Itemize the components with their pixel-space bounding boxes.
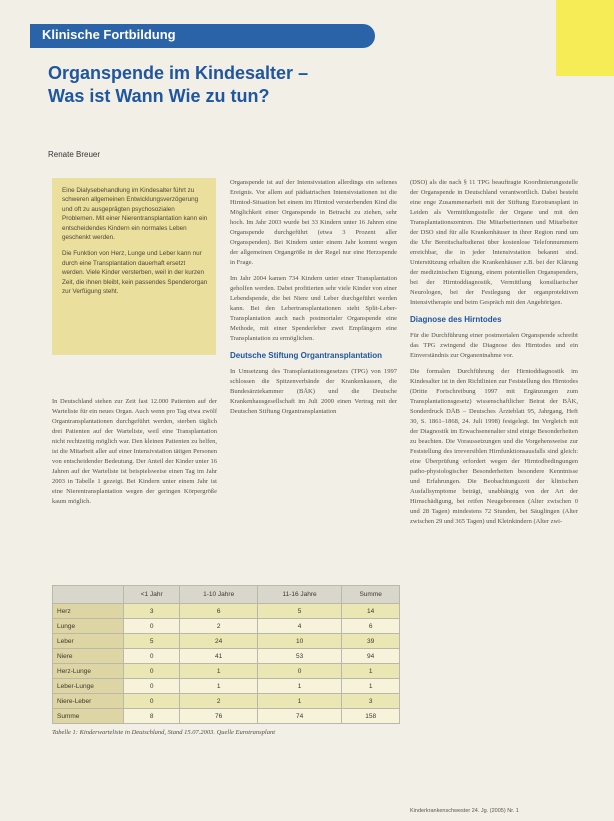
section-label: Klinische Fortbildung bbox=[42, 27, 176, 42]
abstract-paragraph: Die Funktion von Herz, Lunge und Leber kann nur durch eine Transplantation dauerhaft ersetzt werden. Viele Kinder versterben, weil in der kurzen Zeit, die ihnen bleibt, kein passendes Spenderorgan zur Verfügung steht. bbox=[62, 250, 208, 296]
table-cell: 1 bbox=[342, 664, 400, 679]
table-row bbox=[53, 649, 400, 664]
table-cell: 8 bbox=[124, 709, 180, 724]
table-cell: 14 bbox=[342, 604, 400, 619]
table-cell: 0 bbox=[124, 649, 180, 664]
table-header-cell: 11-16 Jahre bbox=[257, 586, 341, 604]
table-cell: 53 bbox=[257, 649, 341, 664]
row-label: Leber bbox=[53, 634, 124, 649]
waitlist-table-container bbox=[52, 585, 400, 737]
table-cell: 5 bbox=[124, 634, 180, 649]
title-line-1: Organspende im Kindesalter – bbox=[48, 63, 309, 83]
table-cell: 76 bbox=[180, 709, 257, 724]
table-cell: 1 bbox=[180, 664, 257, 679]
section-heading: Deutsche Stiftung Organtransplantation bbox=[230, 351, 383, 360]
table-row bbox=[53, 709, 400, 724]
table-cell: 0 bbox=[124, 619, 180, 634]
table-cell: 41 bbox=[180, 649, 257, 664]
table-cell: 1 bbox=[257, 679, 341, 694]
row-label: Summe bbox=[53, 709, 124, 724]
page-footer: Kinderkrankenschwester 24. Jg. (2005) Nr. 1 bbox=[410, 808, 519, 814]
abstract-paragraph: Eine Dialysebehandlung im Kindesalter führt zu schweren allgemeinen Entwicklungsverzögerung und oft zu ausgeprägten psychosozialen Problemen. Mit einer Nierentransplantation kann ein entscheidendes Kindern ein normales Leben geschenkt werden. bbox=[62, 187, 208, 242]
table-cell: 158 bbox=[342, 709, 400, 724]
table-cell: 5 bbox=[257, 604, 341, 619]
table-cell: 74 bbox=[257, 709, 341, 724]
table-cell: 2 bbox=[180, 619, 257, 634]
table-header-cell bbox=[53, 586, 124, 604]
table-cell: 3 bbox=[124, 604, 180, 619]
body-paragraph: In Deutschland stehen zur Zeit fast 12.000 Patienten auf der Warteliste für ein neues Organ. Auch wenn pro Tag etwa zwölf Organtransplantationen durchgeführt werden, sterben täglich drei Patienten auf der Warteliste, weil eine Transplantation nicht rechtzeitig möglich war. Den kleinen Patienten zu helfen, ist die Mitarbeit aller auf einer Intensivstation tätigen Personen von entscheidender Bedeutung. Der Anteil der Kinder unter 16 Jahren auf der Warteliste ist beispielsweise einen Tag im Jahr 2003 in Tabelle 1 gezeigt. Bei Kindern unter einem Jahr ist eine Nierentransplantation wegen der geringen Körpergröße kaum möglich. bbox=[52, 398, 217, 505]
table-row bbox=[53, 604, 400, 619]
table-cell: 1 bbox=[257, 694, 341, 709]
table-cell: 0 bbox=[124, 664, 180, 679]
body-paragraph: (DSO) als die nach § 11 TPG beauftragte Koordinierungsstelle der Organspende in Deutschland verantwortlich. Dabei besteht eine enge Zusammenarbeit mit der Stiftung Eurotransplant in Leiden als Vermittlungsstelle der Organe und mit den Transplantationszentren. Die Mitarbeiterinnen und Mitarbeiter der DSO sind für alle Krankenhäuser in ihrer Region rund um die Uhr Bereitschaftsdienst über kostenlose Telefonnummern erreichbar, die in jeder Intensivstation bekannt sind. Unterstützung erhalten die Krankenhäuser z.B. bei der Klärung der medizinischen Eignung, einem potentiellen Organspenders, bei der Hirntoddiagnostik, Vermittlung konsiliarischer Neurologen, bei der Festlegung der organprotektiven Intensivtherapie und beim Gespräch mit den Angehörigen. bbox=[410, 179, 578, 306]
body-paragraph: In Umsetzung des Transplantationsgesetzes (TPG) von 1997 schlossen die Spitzenverbände der Krankenkassen, die Bundesärztekammer (BÄK) und die Deutsche Krankenhausgesellschaft im Juli 2000 einen Vertrag mit der Deutschen Stiftung Organtransplantation bbox=[230, 368, 397, 415]
section-heading: Diagnose des Hirntodes bbox=[410, 315, 502, 324]
table-cell: 6 bbox=[342, 619, 400, 634]
author: Renate Breuer bbox=[48, 150, 101, 159]
table-header-cell: <1 Jahr bbox=[124, 586, 180, 604]
row-label: Herz bbox=[53, 604, 124, 619]
body-paragraph: Organspende ist auf der Intensivstation allerdings ein seltenes Ereignis. Vor allem auf pädiatrischen Intensivstationen ist die Hirntod-Situation bei einem im Hirntod versterbenden Kind die Möglichkeit einer Organspende in Betracht zu ziehen, sehr hoch. Im Jahr 2003 wurde bei 33 Kindern unter 16 Jahren eine Organspende durchgeführt (etwa 3 Prozent aller Organspenden). Bei Kindern unter einem Jahr kommt wegen der allgemeinen Organgröße in der Regel nur eine Herzspende in Frage. bbox=[230, 179, 397, 266]
table-cell: 2 bbox=[180, 694, 257, 709]
row-label: Niere-Leber bbox=[53, 694, 124, 709]
table-cell: 0 bbox=[124, 694, 180, 709]
table-header-row bbox=[53, 586, 400, 604]
table-header-cell: Summe bbox=[342, 586, 400, 604]
table-row bbox=[53, 664, 400, 679]
title-line-2: Was ist Wann Wie zu tun? bbox=[48, 86, 270, 106]
sticky-note bbox=[556, 0, 614, 76]
column-2 bbox=[230, 178, 397, 423]
table-row bbox=[53, 679, 400, 694]
body-paragraph: Die formalen Durchführung der Hirntoddiagnostik im Kindesalter ist in den Richtlinien zur Feststellung des Hirntodes (Dritte Fortschreibung 1997 mit Ergänzungen zum Transplantationsgesetz) wissenschaftlicher Beirat der BÄK, Sonderdruck DÄB – Deutsches Ärzteblatt 95, Jahrgang, Heft 30, S. 1861–1868, 24. Juli 1998) festgelegt. Im Vergleich mit der Diagnostik im Erwachsenenalter sind einige Besonderheiten zu beachten. Die Voraussetzungen und die Vorgehensweise zur Feststellung des irreversiblen Hirnfunktionsausfalls sind gleich: eine Überprüfung erfordert wegen der Hirntodbedingungen patho-physiologischer Besonderheiten besondere Kenntnisse und Erfahrungen. Die Beobachtungszeit der klinischen Ausfallsymptome beträgt, unabhängig von der Art der Hirnschädigung, bei reifen Neugeborenen (Alter zwischen 0 und 28 Tagen) mindestens 72 Stunden, bei Säuglingen (Alter zwischen 29 und 365 Tagen) und Kleinkindern (Alter zwi- bbox=[410, 368, 578, 525]
row-label: Herz-Lunge bbox=[53, 664, 124, 679]
table-row bbox=[53, 694, 400, 709]
table-cell: 3 bbox=[342, 694, 400, 709]
table-row bbox=[53, 634, 400, 649]
table-cell: 10 bbox=[257, 634, 341, 649]
row-label: Leber-Lunge bbox=[53, 679, 124, 694]
table-cell: 1 bbox=[342, 679, 400, 694]
table-cell: 0 bbox=[124, 679, 180, 694]
row-label: Niere bbox=[53, 649, 124, 664]
body-paragraph: Für die Durchführung einer postmortalen Organspende schreibt das TPG zwingend die Diagnose des Hirntodes und ein Einverständnis zur Organentnahme vor. bbox=[410, 332, 578, 359]
table-cell: 94 bbox=[342, 649, 400, 664]
table-cell: 24 bbox=[180, 634, 257, 649]
table-cell: 0 bbox=[257, 664, 341, 679]
column-1 bbox=[52, 397, 217, 513]
section-bar bbox=[30, 24, 375, 48]
table-cell: 39 bbox=[342, 634, 400, 649]
waitlist-table bbox=[52, 585, 400, 724]
row-label: Lunge bbox=[53, 619, 124, 634]
table-cell: 6 bbox=[180, 604, 257, 619]
table-cell: 1 bbox=[180, 679, 257, 694]
column-3 bbox=[410, 178, 578, 533]
article-title bbox=[48, 62, 368, 108]
table-caption: Tabelle 1: Kinderwarteliste in Deutschland, Stand 15.07.2003. Quelle Eurotransplant bbox=[52, 729, 276, 736]
body-paragraph: Im Jahr 2004 kamen 734 Kindern unter einer Transplantation geholfen werden. Dabei profitierten sehr viele Kinder von einer Lebendspende, die bei Niere und Leber durchgeführt werden kann. Bei den Lebertransplantationen steht Split-Leber-Transplantation auch nach postmortaler Organspende eine Methode, mit einer Spenderleber zwei Empfängern eine Transplantation zu ermöglichen. bbox=[230, 275, 397, 342]
abstract-box bbox=[52, 178, 216, 355]
table-header-cell: 1-10 Jahre bbox=[180, 586, 257, 604]
table-cell: 4 bbox=[257, 619, 341, 634]
table-row bbox=[53, 619, 400, 634]
